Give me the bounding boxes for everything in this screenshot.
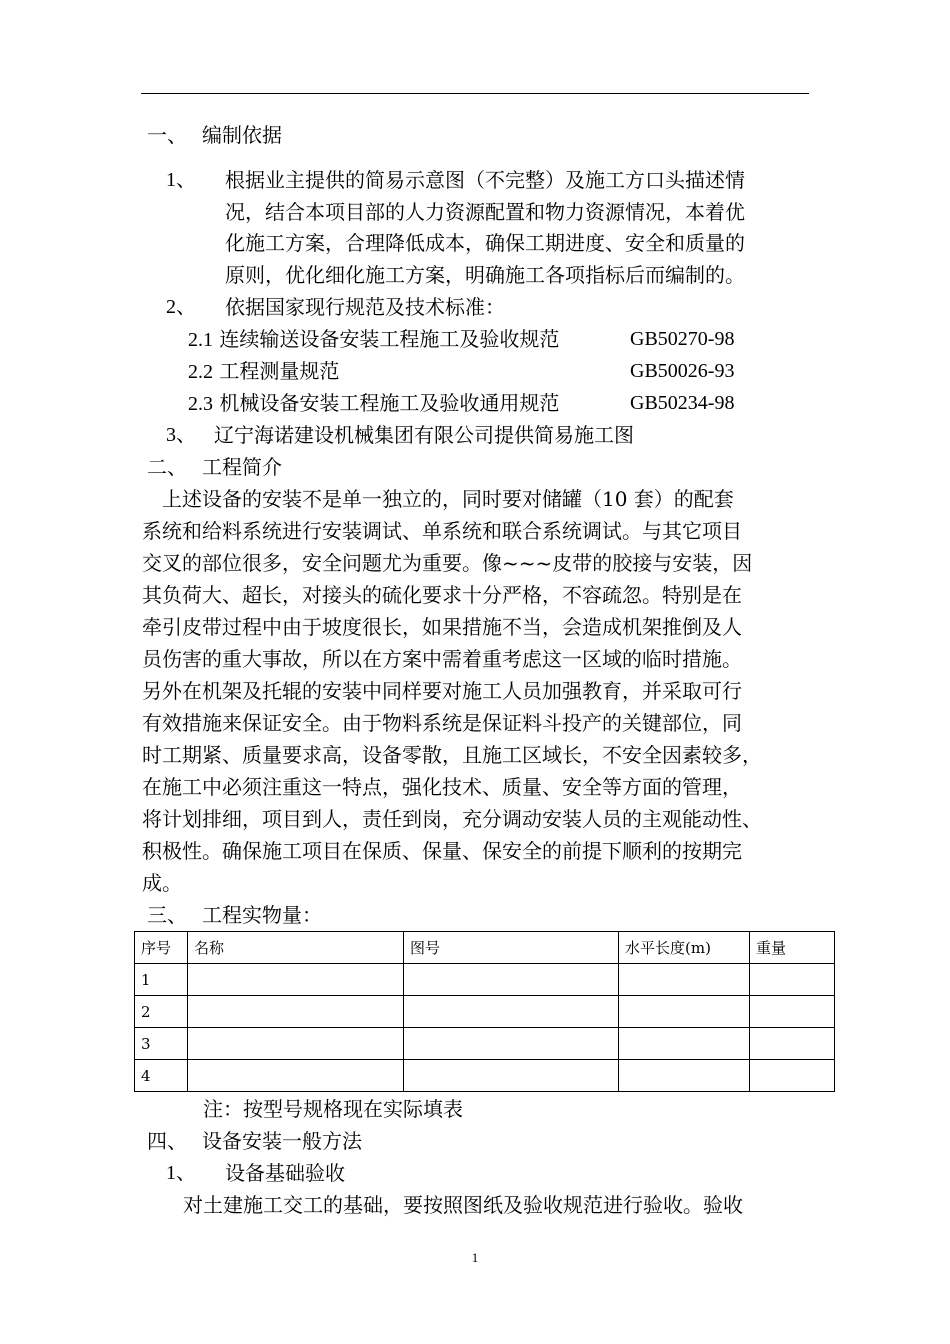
row-number: 4 bbox=[135, 1060, 188, 1092]
item-marker: 3、 bbox=[166, 424, 196, 446]
item-text: 辽宁海诺建设机械集团有限公司提供简易施工图 bbox=[214, 423, 634, 447]
table-row bbox=[135, 1028, 835, 1060]
standard-row bbox=[188, 355, 808, 388]
paragraph-line: 交叉的部位很多，安全问题尤为重要。像~~~皮带的胶接与安装，因 bbox=[142, 551, 753, 575]
standard-row bbox=[188, 387, 808, 420]
item-text: 设备基础验收 bbox=[225, 1161, 345, 1185]
quantity-table bbox=[134, 931, 835, 1092]
standard-name: 连续输送设备安装工程施工及验收规范 bbox=[219, 327, 560, 351]
table-cell bbox=[619, 964, 750, 996]
paragraph-line: 化施工方案，合理降低成本，确保工期进度、安全和质量的 bbox=[225, 231, 745, 255]
column-header: 水平长度(m) bbox=[619, 932, 750, 964]
standard-code: GB50026-93 bbox=[630, 360, 735, 382]
table-cell bbox=[188, 964, 404, 996]
section-title: 设备安装一般方法 bbox=[202, 1129, 362, 1153]
standard-number: 2.3 bbox=[188, 393, 213, 415]
standard-code: GB50270-98 bbox=[630, 328, 735, 350]
item-marker: 2、 bbox=[166, 296, 196, 318]
table-cell bbox=[404, 996, 619, 1028]
table-row bbox=[135, 964, 835, 996]
table-note: 注：按型号规格现在实际填表 bbox=[203, 1097, 463, 1121]
section-title: 编制依据 bbox=[202, 123, 282, 147]
standard-row bbox=[188, 323, 808, 356]
paragraph-line: 原则，优化细化施工方案，明确施工各项指标后而编制的。 bbox=[225, 263, 745, 287]
table-cell bbox=[619, 996, 750, 1028]
item-marker: 1、 bbox=[166, 169, 196, 191]
row-number: 1 bbox=[135, 964, 188, 996]
table-cell bbox=[750, 1028, 835, 1060]
section-4-heading bbox=[147, 1125, 362, 1157]
page-number: 1 bbox=[471, 1250, 479, 1265]
paragraph-line: 员伤害的重大事故，所以在方案中需着重考虑这一区域的临时措施。 bbox=[142, 647, 742, 671]
section-2-heading bbox=[147, 451, 282, 483]
paragraph-line: 上述设备的安装不是单一独立的，同时要对储罐（10 套）的配套 bbox=[162, 487, 734, 511]
item-text: 依据国家现行规范及技术标准： bbox=[225, 295, 505, 319]
section-marker: 二、 bbox=[147, 455, 187, 479]
table-row bbox=[135, 996, 835, 1028]
table-cell bbox=[188, 1060, 404, 1092]
paragraph-line: 时工期紧、质量要求高，设备零散，且施工区域长，不安全因素较多， bbox=[142, 743, 762, 767]
paragraph-line: 成。 bbox=[142, 871, 182, 895]
item-marker: 1、 bbox=[166, 1162, 196, 1184]
section-marker: 四、 bbox=[147, 1129, 187, 1153]
standard-number: 2.1 bbox=[188, 329, 213, 351]
table-cell bbox=[404, 1060, 619, 1092]
table-row bbox=[135, 1060, 835, 1092]
table-cell bbox=[750, 1060, 835, 1092]
table-cell bbox=[750, 964, 835, 996]
table-cell bbox=[404, 1028, 619, 1060]
paragraph-line: 将计划排细，项目到人，责任到岗，充分调动安装人员的主观能动性、 bbox=[142, 807, 762, 831]
paragraph-line: 另外在机架及托辊的安装中同样要对施工人员加强教育，并采取可行 bbox=[142, 679, 742, 703]
standard-code: GB50234-98 bbox=[630, 392, 735, 414]
table-cell bbox=[188, 996, 404, 1028]
column-header: 序号 bbox=[135, 932, 188, 964]
paragraph-line: 积极性。确保施工项目在保质、保量、保安全的前提下顺利的按期完 bbox=[142, 839, 742, 863]
paragraph-line: 况，结合本项目部的人力资源配置和物力资源情况，本着优 bbox=[225, 200, 745, 224]
paragraph-line: 根据业主提供的简易示意图（不完整）及施工方口头描述情 bbox=[225, 168, 745, 192]
row-number: 2 bbox=[135, 996, 188, 1028]
table-cell bbox=[404, 964, 619, 996]
section-marker: 三、 bbox=[147, 903, 187, 927]
paragraph-line: 对土建施工交工的基础，要按照图纸及验收规范进行验收。验收 bbox=[183, 1193, 743, 1217]
table-header-row bbox=[135, 932, 835, 964]
paragraph-line: 牵引皮带过程中由于坡度很长，如果措施不当，会造成机架推倒及人 bbox=[142, 615, 742, 639]
standard-number: 2.2 bbox=[188, 361, 213, 383]
table-cell bbox=[750, 996, 835, 1028]
section-3-heading bbox=[147, 899, 322, 931]
paragraph-line: 系统和给料系统进行安装调试、单系统和联合系统调试。与其它项目 bbox=[142, 519, 742, 543]
section-title: 工程简介 bbox=[202, 455, 282, 479]
row-number: 3 bbox=[135, 1028, 188, 1060]
column-header: 名称 bbox=[188, 932, 404, 964]
column-header: 重量 bbox=[750, 932, 835, 964]
table-cell bbox=[619, 1028, 750, 1060]
section-1-heading bbox=[147, 119, 282, 151]
standard-name: 机械设备安装工程施工及验收通用规范 bbox=[219, 391, 560, 415]
section-marker: 一、 bbox=[147, 123, 187, 147]
section-title: 工程实物量： bbox=[202, 903, 322, 927]
header-rule bbox=[141, 93, 809, 94]
paragraph-line: 有效措施来保证安全。由于物料系统是保证料斗投产的关键部位，同 bbox=[142, 711, 742, 735]
paragraph-line: 在施工中必须注重这一特点，强化技术、质量、安全等方面的管理， bbox=[142, 775, 742, 799]
table-cell bbox=[188, 1028, 404, 1060]
table-cell bbox=[619, 1060, 750, 1092]
column-header: 图号 bbox=[404, 932, 619, 964]
standard-name: 工程测量规范 bbox=[219, 359, 340, 383]
paragraph-line: 其负荷大、超长，对接头的硫化要求十分严格，不容疏忽。特别是在 bbox=[142, 583, 742, 607]
